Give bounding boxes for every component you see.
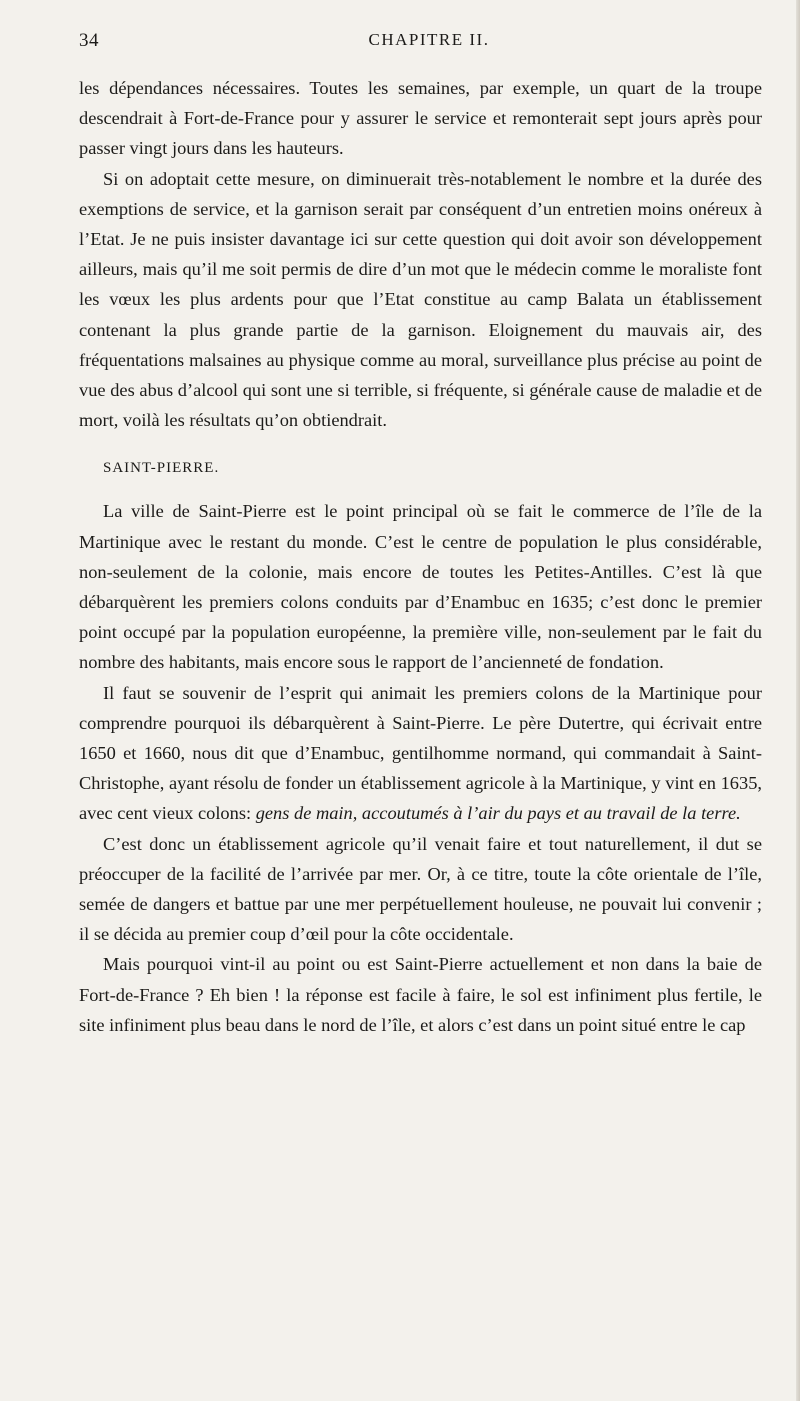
page-number: 34 xyxy=(79,30,99,51)
paragraph: les dépendances nécessaires. Toutes les semaines, par exemple, un quart de la troupe descendrait à Fort-de-France pour y assurer le service et remonterait sept jours après pour passer vingt jours dans les hauteurs. xyxy=(79,78,762,159)
paragraph xyxy=(79,678,762,829)
paragraph: C’est donc un établissement agricole qu’il venait faire et tout naturellement, il dut se préoccuper de la facilité de l’arrivée par mer. Or, à ce titre, toute la côte orientale de l’île, semée de dangers et battue par une mer perpétuellement houleuse, ne pouvait lui convenir ; il se décida au premier coup d’œil pour la côte occidentale. xyxy=(79,833,762,945)
body-text xyxy=(79,73,762,1040)
paragraph-text: Il faut se souvenir de l’esprit qui animait les premiers colons de la Martinique pour comprendre pourquoi ils débarquèrent à Saint-Pierre. Le père Dutertre, qui écrivait entre 1650 et 1660, nous dit que d’Enambuc, gentilhomme normand, qui commandait à Saint-Christophe, ayant résolu de fonder un établissement agricole à la Martinique, y vint en 1635, avec cent vieux colons: xyxy=(79,682,762,824)
italic-quote: gens de main, accoutumés à l’air du pays et au travail de la terre. xyxy=(255,803,741,824)
paragraph: Mais pourquoi vint-il au point ou est Saint-Pierre actuellement et non dans la baie de Fort-de-France ? Eh bien ! la réponse est facile à faire, le sol est infiniment plus fertile, le site infiniment plus beau dans le nord de l’île, et alors c’est dans un point situé entre le cap xyxy=(79,954,762,1035)
running-head xyxy=(79,30,779,54)
paragraph: Si on adoptait cette mesure, on diminuerait très-notablement le nombre et la durée des exemptions de service, et la garnison serait par conséquent d’un entretien moins onéreux à l’Etat. Je ne puis insister davantage ici sur cette question qui doit avoir son développement ailleurs, mais qu’il me soit permis de dire d’un mot que le médecin comme le moraliste font les vœux les plus ardents pour que l’Etat constitue au camp Balata un établissement contenant la plus grande partie de la garnison. Eloignement du mauvais air, des fréquentations malsaines au physique comme au moral, surveillance plus précise au point de vue des abus d’alcool qui sont une si terrible, si fréquente, si générale cause de maladie et de mort, voilà les résultats qu’on obtiendrait. xyxy=(79,168,762,431)
chapter-title: CHAPITRE II. xyxy=(368,30,490,49)
paragraph: La ville de Saint-Pierre est le point principal où se fait le commerce de l’île de la Martinique avec le restant du monde. C’est le centre de population le plus considérable, non-seulement de la colonie, mais encore de toutes les Petites-Antilles. C’est là que débarquèrent les premiers colons conduits par d’Enambuc en 1635; c’est donc le premier point occupé par la population européenne, la première ville, non-seulement par le fait du nombre des habitants, mais encore sous le rapport de l’ancienneté de fondation. xyxy=(79,501,762,673)
page-edge xyxy=(796,0,800,1401)
section-heading: SAINT-PIERRE. xyxy=(103,460,220,477)
